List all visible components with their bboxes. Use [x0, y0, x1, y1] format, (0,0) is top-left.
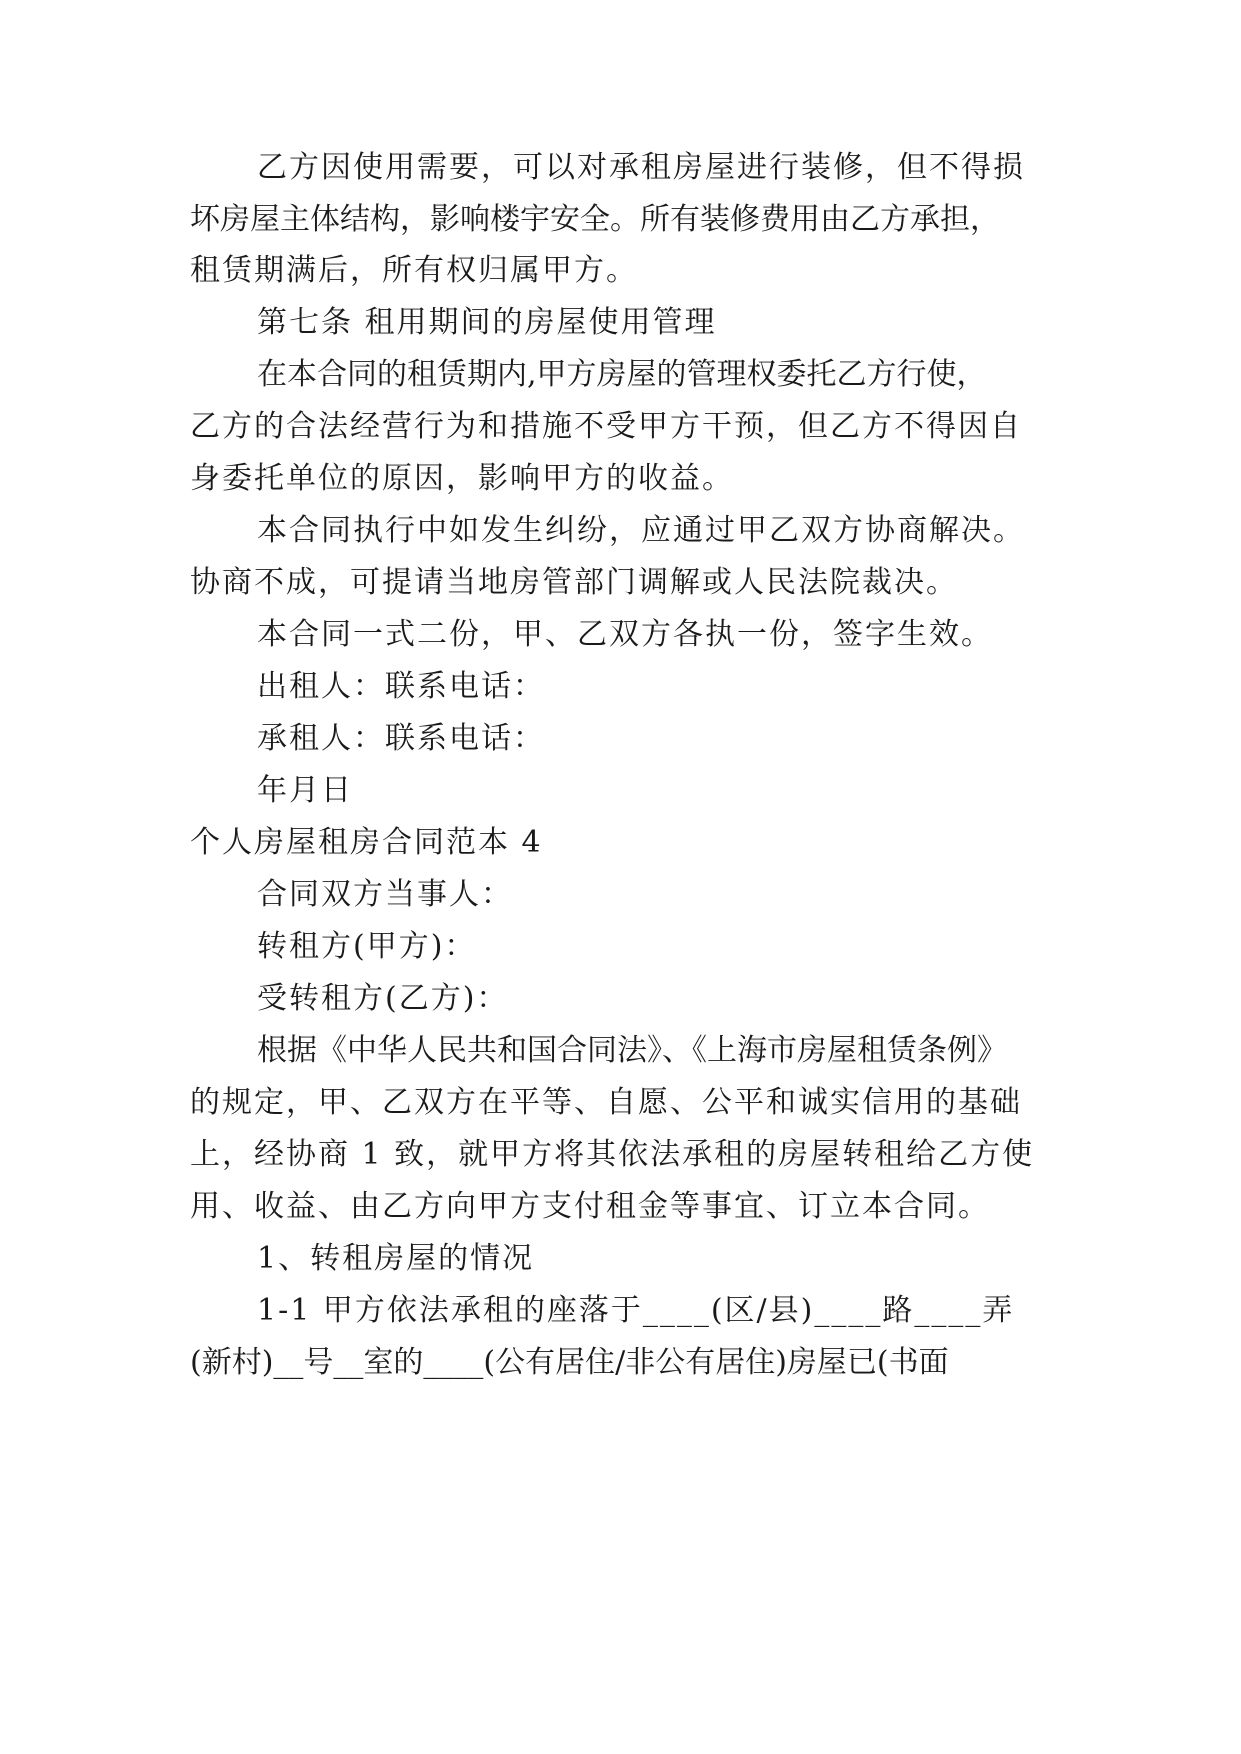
paragraph-line: 根据《中华人民共和国合同法》、《上海市房屋租赁条例》 — [257, 1033, 1007, 1068]
paragraph-line: 租赁期满后，所有权归属甲方。 — [190, 253, 638, 288]
document-title: 个人房屋租房合同范本 4 — [190, 825, 543, 860]
paragraph-line: 用、收益、由乙方向甲方支付租金等事宜、订立本合同。 — [190, 1189, 990, 1224]
paragraph-line: 在本合同的租赁期内,甲方房屋的管理权委托乙方行使， — [257, 357, 987, 392]
date-line: 年月日 — [257, 773, 353, 808]
paragraph-line: 1-1 甲方依法承租的座落于____(区/县)____路____弄 — [257, 1293, 1015, 1328]
paragraph-line: 坏房屋主体结构，影响楼宇安全。所有装修费用由乙方承担， — [190, 202, 1000, 237]
paragraph-line: (新村)__号__室的____(公有居住/非公有居住)房屋已(书面 — [190, 1345, 949, 1380]
signature-line-lessee: 承租人：联系电话： — [257, 721, 545, 756]
paragraph-line: 本合同执行中如发生纠纷，应通过甲乙双方协商解决。 — [257, 513, 1025, 548]
section-heading: 第七条 租用期间的房屋使用管理 — [257, 305, 717, 340]
paragraph-line: 上，经协商 1 致，就甲方将其依法承租的房屋转租给乙方使 — [190, 1137, 1035, 1172]
section-heading: 1、转租房屋的情况 — [257, 1241, 535, 1276]
paragraph-line: 本合同一式二份，甲、乙双方各执一份，签字生效。 — [257, 617, 993, 652]
paragraph-line: 身委托单位的原因，影响甲方的收益。 — [190, 461, 734, 496]
paragraph-line: 的规定，甲、乙双方在平等、自愿、公平和诚实信用的基础 — [190, 1085, 1022, 1120]
party-b-line: 受转租方(乙方)： — [257, 981, 509, 1016]
paragraph-line: 合同双方当事人： — [257, 877, 513, 912]
party-a-line: 转租方(甲方)： — [257, 929, 477, 964]
paragraph-line: 乙方因使用需要，可以对承租房屋进行装修，但不得损 — [257, 150, 1025, 185]
paragraph-line: 协商不成，可提请当地房管部门调解或人民法院裁决。 — [190, 565, 958, 600]
paragraph-line: 乙方的合法经营行为和措施不受甲方干预，但乙方不得因自 — [190, 409, 1022, 444]
signature-line-lessor: 出租人：联系电话： — [257, 669, 545, 704]
